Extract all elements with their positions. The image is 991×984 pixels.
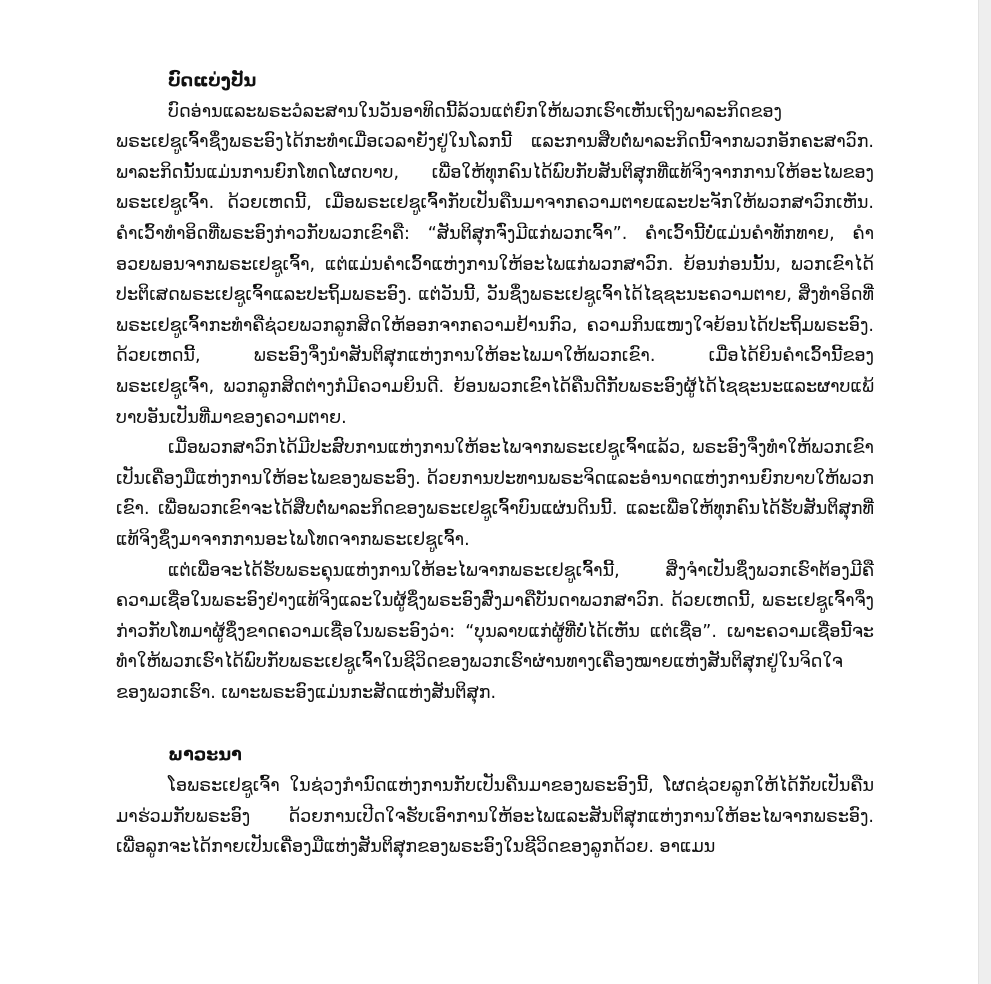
scrollbar-gutter[interactable] (978, 0, 991, 984)
reflection-paragraph-2: ເມື່ອພວກສາວົກໄດ້ມີປະສົບການແຫ່ງການໃຫ້ອະໄພຈາກພຣະເຢຊູເຈົ້າແລ້ວ, ພຣະອົງຈຶ່ງທຳໃຫ້ພວກເຂົາເປັນເຄື່ອງມືແຫ່ງການໃຫ້ອະໄພຂອງພຣະອົງ. ດ້ວຍການປະທານພຣະຈິດແລະອຳນາດແຫ່ງການຍົກບາບໃຫ້ພວກເຂົາ. ເພື່ອພວກເຂົາຈະໄດ້ສືບຕໍ່ພາລະກິດຂອງພຣະເຢຊູເຈົ້າບົນແຜ່ນດິນນີ້. ແລະເພື່ອໃຫ້ທຸກຄົນໄດ້ຮັບສັນຕິສຸກທີ່ແທ້ຈິງຊຶ່ງມາຈາກການອະໄພໂທດຈາກພຣະເຢຊູເຈົ້າ. (116, 438, 874, 550)
reflection-paragraph-3: ແຕ່ເພື່ອຈະໄດ້ຮັບພຣະຄຸນແຫ່ງການໃຫ້ອະໄພຈາກພຣະເຢຊູເຈົ້ານີ້, ສິ່ງຈຳເປັນຊຶ່ງພວກເຮົາຕ້ອງມີຄື ຄວາມເຊື່ອໃນພຣະອົງຢ່າງແທ້ຈິງແລະໃນຜູ້ຊຶ່ງພຣະອົງສົ່ງມາຄືບັນດາພວກສາວົກ. ດ້ວຍເຫດນີ້, ພຣະເຢຊູເຈົ້າຈຶ່ງກ່າວກັບໂທມາຜູ້ຊຶ່ງຂາດຄວາມເຊື່ອໃນພຣະອົງວ່າ: “ບຸນລາບແກ່ຜູ້ທີ່ບໍ່ໄດ້ເຫັນ ແຕ່ເຊື່ອ”. ເພາະຄວາມເຊື່ອນີ້ຈະທຳໃຫ້ພວກເຮົາໄດ້ພົບກັບພຣະເຢຊູເຈົ້າໃນຊີວິດຂອງພວກເຮົາຜ່ານທາງເຄື່ອງໝາຍແຫ່ງສັນຕິສຸກຢູ່ໃນຈິດໃຈຂອງພວກເຮົາ. ເພາະພຣະອົງແມ່ນກະສັດແຫ່ງສັນຕິສຸກ. (116, 560, 874, 703)
section-title-reflection: ບົດແບ່ງປັນ (168, 71, 257, 91)
section-spacer (116, 708, 874, 740)
document-content (116, 66, 874, 863)
reflection-paragraph-1: ບົດອ່ານແລະພຣະວໍລະສານໃນວັນອາທິດນີ້ລ້ວນແຕ່ຍົກໃຫ້ພວກເຮົາເຫັນເຖິງພາລະກິດຂອງພຣະເຢຊູເຈົ້າຊຶ່ງພຣະອົງໄດ້ກະທຳເມື່ອເວລາຍັງຢູ່ໃນໂລກນີ້ ແລະການສືບຕໍ່ພາລະກິດນີ້ຈາກພວກອັກຄະສາວົກ. ພາລະກິດນັ້ນແມ່ນການຍົກໂທດໂຜດບາບ, ເພື່ອໃຫ້ທຸກຄົນໄດ້ພົບກັບສັນຕິສຸກທີ່ແທ້ຈິງຈາກການໃຫ້ອະໄພຂອງພຣະເຢຊູເຈົ້າ. ດ້ວຍເຫດນີ້, ເມື່ອພຣະເຢຊູເຈົ້າກັບເປັນຄືນມາຈາກຄວາມຕາຍແລະປະຈັກໃຫ້ພວກສາວົກເຫັນ. ຄຳເວົ້າທຳອິດທີ່ພຣະອົງກ່າວກັບພວກເຂົາຄື: “ສັນຕິສຸກຈົ່ງມີແກ່ພວກເຈົ້າ”. ຄຳເວົ້ານີ້ບໍ່ແມ່ນຄຳທັກທາຍ, ຄຳອວຍພອນຈາກພຣະເຢຊູເຈົ້າ, ແຕ່ແມ່ນຄຳເວົ້າແຫ່ງການໃຫ້ອະໄພແກ່ພວກສາວົກ. ຍ້ອນກ່ອນນັ້ນ, ພວກເຂົາໄດ້ປະຕິເສດພຣະເຢຊູເຈົ້າແລະປະຖິ້ມພຣະອົງ. ແຕ່ວັນນີ້, ວັນຊຶ່ງພຣະເຢຊູເຈົ້າໄດ້ໄຊຊະນະຄວາມຕາຍ, ສິ່ງທຳອິດທີ່ພຣະເຢຊູເຈົ້າກະທຳຄືຊ່ວຍພວກລູກສິດໃຫ້ອອກຈາກຄວາມຢ້ານກົວ, ຄວາມກິນແໜງໃຈຍ້ອນໄດ້ປະຖິ້ມພຣະອົງ. ດ້ວຍເຫດນີ້, ພຣະອົງຈຶ່ງນຳສັນຕິສຸກແຫ່ງການໃຫ້ອະໄພມາໃຫ້ພວກເຂົາ. ເມື່ອໄດ້ຍິນຄຳເວົ້ານີ້ຂອງພຣະເຢຊູເຈົ້າ, ພວກລູກສິດຕ່າງກໍມີຄວາມຍິນດີ. ຍ້ອນພວກເຂົາໄດ້ຄືນດີກັບພຣະອົງຜູ້ໄດ້ໄຊຊະນະແລະຜາບແພ້ບາບອັນເປັນທີ່ມາຂອງຄວາມຕາຍ. (116, 101, 874, 428)
section-title-prayer: ພາວະນາ (168, 745, 242, 766)
prayer-paragraph-1: ໂອພຣະເຢຊູເຈົ້າ ໃນຊ່ວງກຳນົດແຫ່ງການກັບເປັນຄືນມາຂອງພຣະອົງນີ້, ໂຜດຊ່ວຍລູກໃຫ້ໄດ້ກັບເປັນຄືນມາຮ່ວມກັບພຣະອົງ ດ້ວຍການເປີດໃຈຮັບເອົາການໃຫ້ອະໄພແລະສັນຕິສຸກແຫ່ງການໃຫ້ອະໄພຈາກພຣະອົງ. ເພື່ອລູກຈະໄດ້ກາຍເປັນເຄື່ອງມືແຫ່ງສັນຕິສຸກຂອງພຣະອົງໃນຊີວິດຂອງລູກດ້ວຍ. ອາແມນ (116, 776, 874, 858)
